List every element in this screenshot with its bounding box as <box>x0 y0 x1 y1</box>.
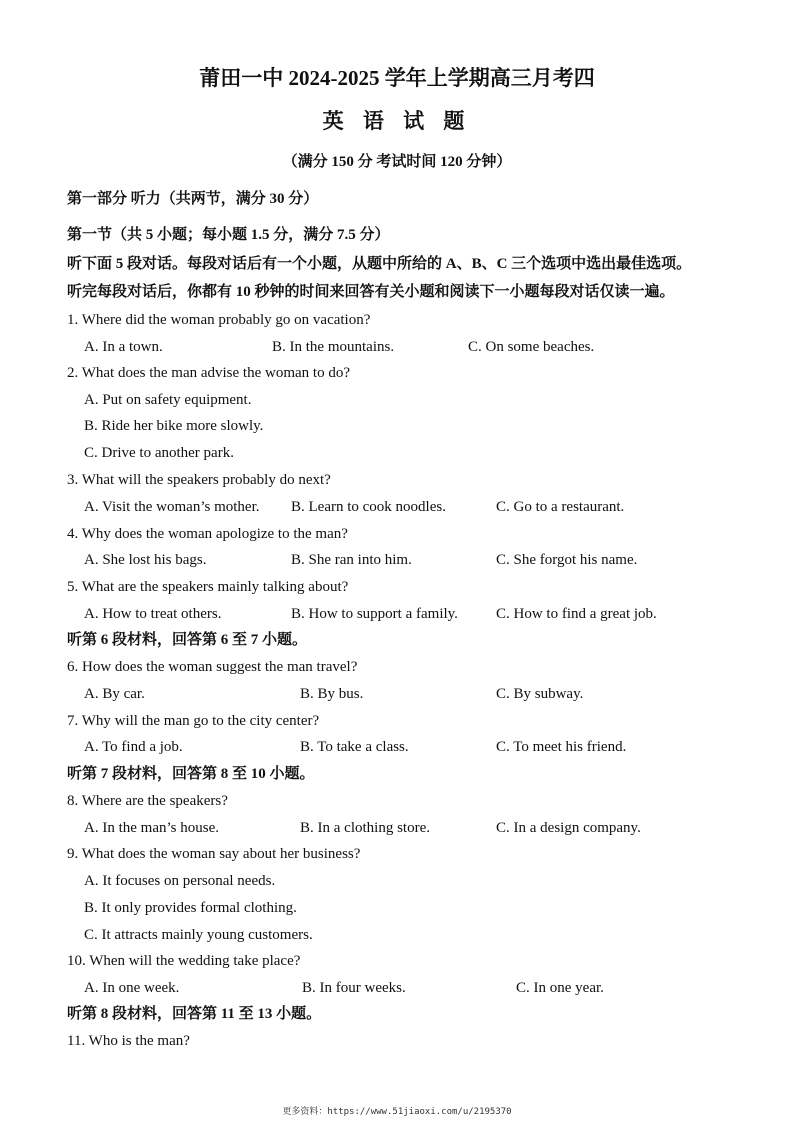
question-10-options <box>84 978 764 998</box>
question-7-options <box>84 737 764 757</box>
exam-note: （满分 150 分 考试时间 120 分钟） <box>282 154 512 170</box>
option-c: C. It attracts mainly young customers. <box>84 927 313 943</box>
question-6: 6. How does the woman suggest the man travel? <box>67 659 358 675</box>
question-9-option-a <box>84 871 764 891</box>
option-c: C. She forgot his name. <box>496 552 638 568</box>
question-1-options <box>84 337 764 357</box>
question-4-options <box>84 550 764 570</box>
option-b: B. In four weeks. <box>302 980 406 996</box>
option-a: A. By car. <box>84 686 145 702</box>
question-9: 9. What does the woman say about her business? <box>67 846 361 862</box>
option-c: C. How to find a great job. <box>496 606 657 622</box>
question-2-option-a <box>84 390 764 410</box>
instruction-line-1: 听下面 5 段对话。每段对话后有一个小题，从题中所给的 A、B、C 三个选项中选出最佳选项。 <box>67 256 692 272</box>
option-c: C. In a design company. <box>496 820 641 836</box>
option-c: C. By subway. <box>496 686 584 702</box>
question-7: 7. Why will the man go to the city center? <box>67 713 320 729</box>
question-4: 4. Why does the woman apologize to the man? <box>67 526 348 542</box>
option-a: A. She lost his bags. <box>84 552 207 568</box>
question-2-option-c <box>84 443 764 463</box>
option-b: B. She ran into him. <box>291 552 412 568</box>
option-b: B. How to support a family. <box>291 606 458 622</box>
option-a: A. It focuses on personal needs. <box>84 873 276 889</box>
question-1: 1. Where did the woman probably go on vacation? <box>67 312 371 328</box>
question-9-option-c <box>84 925 764 945</box>
question-10: 10. When will the wedding take place? <box>67 953 301 969</box>
option-a: A. In a town. <box>84 339 163 355</box>
option-c: C. On some beaches. <box>468 339 595 355</box>
question-2: 2. What does the man advise the woman to do? <box>67 365 350 381</box>
material-6-instruction: 听第 6 段材料，回答第 6 至 7 小题。 <box>67 632 308 648</box>
question-2-option-b <box>84 416 764 436</box>
question-5-options <box>84 604 764 624</box>
material-8-instruction: 听第 8 段材料，回答第 11 至 13 小题。 <box>67 1006 322 1022</box>
subject-title: 英 语 试 题 <box>322 109 472 133</box>
option-a: A. How to treat others. <box>84 606 222 622</box>
option-c: C. In one year. <box>516 980 604 996</box>
option-b: B. Learn to cook noodles. <box>291 499 446 515</box>
question-5: 5. What are the speakers mainly talking about? <box>67 579 349 595</box>
option-a: A. Visit the woman’s mother. <box>84 499 260 515</box>
option-b: B. In a clothing store. <box>300 820 430 836</box>
footer-link[interactable]: 更多资料：https://www.51jiaoxi.com/u/2195370 <box>282 1107 512 1117</box>
exam-title: 莆田一中 2024-2025 学年上学期高三月考四 <box>199 66 595 90</box>
option-b: B. To take a class. <box>300 739 409 755</box>
question-9-option-b <box>84 898 764 918</box>
option-a: A. In one week. <box>84 980 180 996</box>
question-3: 3. What will the speakers probably do next? <box>67 472 331 488</box>
part-heading: 第一部分 听力（共两节，满分 30 分） <box>67 191 319 207</box>
question-8: 8. Where are the speakers? <box>67 793 228 809</box>
option-b: B. It only provides formal clothing. <box>84 900 297 916</box>
option-c: C. Go to a restaurant. <box>496 499 625 515</box>
question-8-options <box>84 818 764 838</box>
question-6-options <box>84 684 764 704</box>
option-b: B. Ride her bike more slowly. <box>84 418 264 434</box>
question-11: 11. Who is the man? <box>67 1033 190 1049</box>
section-heading: 第一节（共 5 小题；每小题 1.5 分，满分 7.5 分） <box>67 227 390 243</box>
option-a: A. Put on safety equipment. <box>84 392 252 408</box>
option-a: A. In the man’s house. <box>84 820 219 836</box>
option-b: B. In the mountains. <box>272 339 395 355</box>
instruction-line-2: 听完每段对话后，你都有 10 秒钟的时间来回答有关小题和阅读下一小题每段对话仅读一遍。 <box>67 284 675 300</box>
material-7-instruction: 听第 7 段材料，回答第 8 至 10 小题。 <box>67 766 315 782</box>
option-c: C. To meet his friend. <box>496 739 627 755</box>
option-a: A. To find a job. <box>84 739 183 755</box>
question-3-options <box>84 497 764 517</box>
option-b: B. By bus. <box>300 686 364 702</box>
option-c: C. Drive to another park. <box>84 445 234 461</box>
